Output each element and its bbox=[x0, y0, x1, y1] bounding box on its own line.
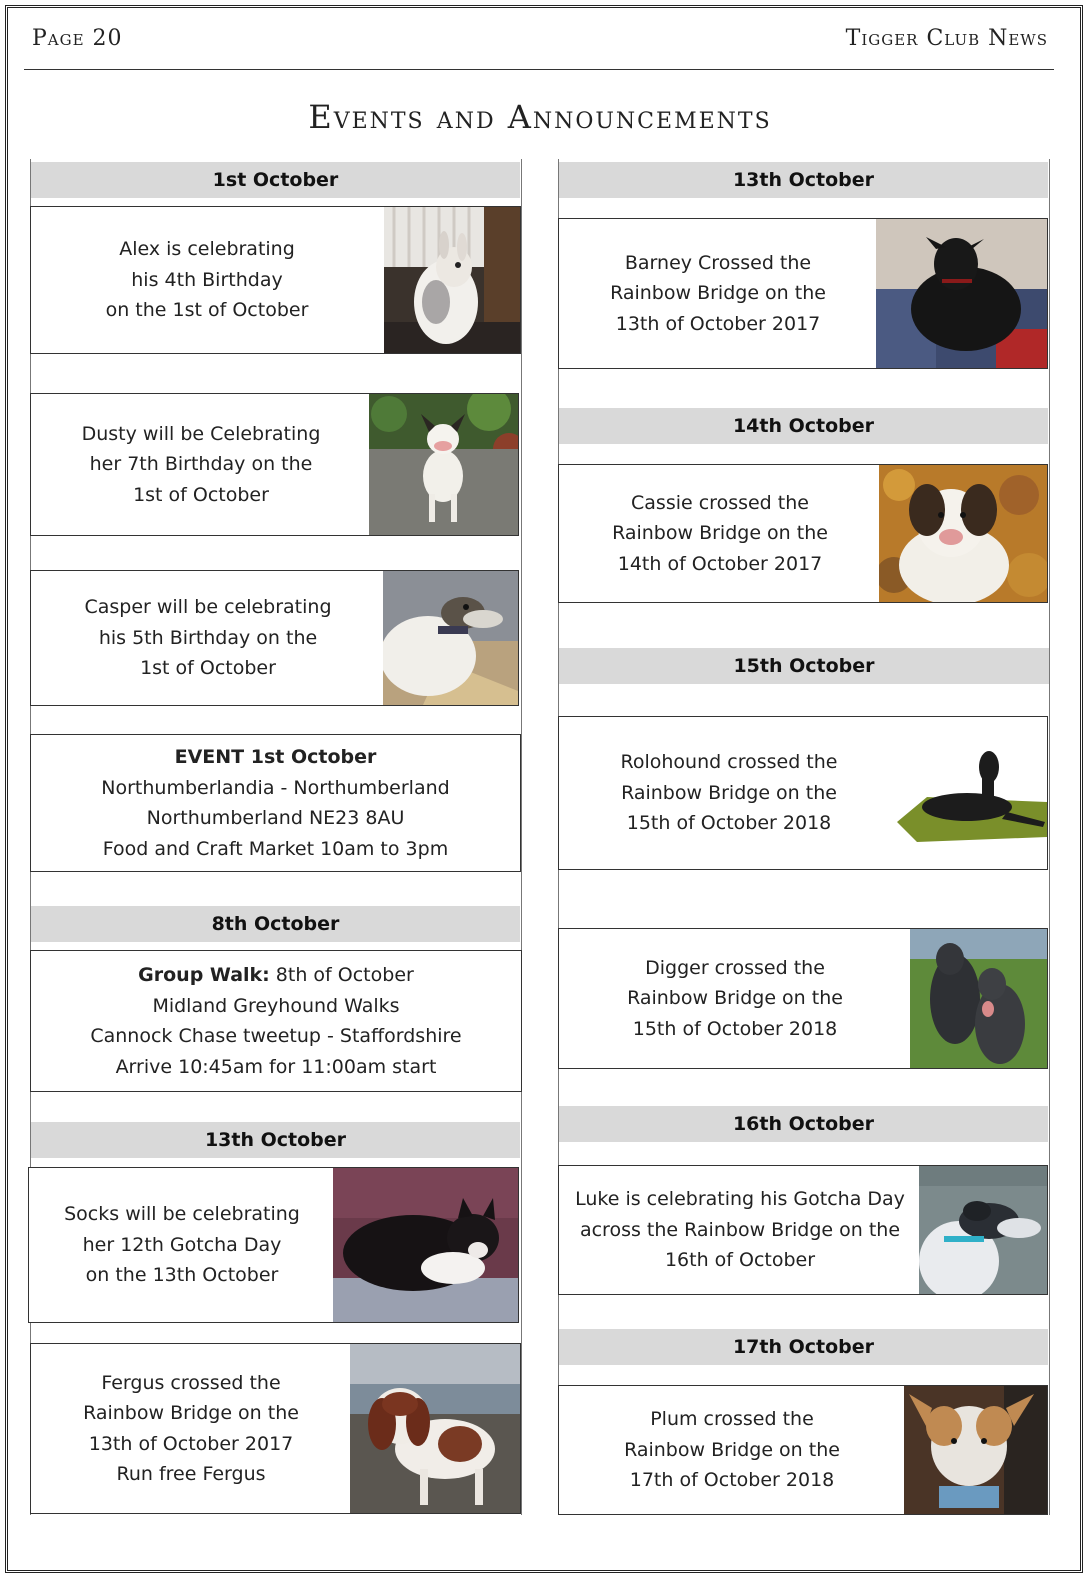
announcement-card-barney bbox=[558, 218, 1048, 369]
announcement-card-plum bbox=[558, 1385, 1048, 1515]
header-rule bbox=[24, 69, 1054, 70]
announcement-text: Cassie crossed the Rainbow Bridge on the 14th of October 2017 bbox=[612, 491, 828, 575]
announcement-text: Dusty will be Celebrating her 7th Birthday on the 1st of October bbox=[81, 422, 321, 506]
announcement-text: Luke is celebrating his Gotcha Day across the Rainbow Bridge on the 16th of October bbox=[575, 1188, 905, 1272]
cat-photo bbox=[333, 1168, 518, 1322]
two-greyhounds-photo bbox=[910, 929, 1047, 1068]
announcement-text: Socks will be celebrating her 12th Gotcha Day on the 13th October bbox=[64, 1203, 300, 1287]
date-band: 15th October bbox=[559, 648, 1049, 684]
announcement-card-socks bbox=[28, 1167, 519, 1323]
announcement-text: Casper will be celebrating his 5th Birthday on the 1st of October bbox=[84, 596, 332, 680]
date-band: 13th October bbox=[559, 162, 1048, 198]
announcement-text: Barney Crossed the Rainbow Bridge on the 13th of October 2017 bbox=[610, 251, 826, 335]
announcement-card-cassie bbox=[558, 464, 1048, 603]
event-text: Group Walk: 8th of October Midland Greyhound Walks Cannock Chase tweetup - Staffordshire Arrive 10:45am for 11:00am start bbox=[90, 964, 462, 1078]
publication-title: Tigger Club News bbox=[845, 26, 1048, 51]
collie-photo bbox=[879, 465, 1047, 602]
announcement-text: Digger crossed the Rainbow Bridge on the 15th of October 2018 bbox=[627, 956, 843, 1040]
event-text: EVENT 1st October Northumberlandia - Northumberland Northumberland NE23 8AU Food and Craft Market 10am to 3pm bbox=[101, 746, 450, 860]
greyhound-by-sea-photo bbox=[919, 1166, 1047, 1294]
spaniel-photo bbox=[350, 1344, 520, 1513]
announcement-card-casper bbox=[30, 570, 519, 706]
date-band: 17th October bbox=[559, 1329, 1048, 1365]
dog-photo bbox=[369, 394, 518, 535]
section-heading: Events and Announcements bbox=[308, 98, 772, 136]
page-number: Page 20 bbox=[32, 26, 123, 51]
announcement-card-dusty bbox=[30, 393, 519, 536]
announcement-card-digger bbox=[558, 928, 1048, 1069]
date-band: 8th October bbox=[31, 906, 520, 942]
announcement-card-fergus bbox=[30, 1343, 521, 1514]
announcement-card-luke bbox=[558, 1165, 1048, 1295]
lurcher-photo bbox=[904, 1386, 1047, 1514]
announcement-text: Rolohound crossed the Rainbow Bridge on the 15th of October 2018 bbox=[620, 751, 838, 835]
event-card-northumberlandia bbox=[30, 734, 521, 872]
date-band: 13th October bbox=[31, 1122, 520, 1158]
rabbit-photo bbox=[384, 207, 520, 353]
announcement-card-alex bbox=[30, 206, 521, 354]
date-band: 14th October bbox=[559, 408, 1048, 444]
announcement-text: Plum crossed the Rainbow Bridge on the 17th of October 2018 bbox=[624, 1408, 840, 1492]
black-greyhound-photo bbox=[876, 219, 1047, 368]
greyhound-photo bbox=[383, 571, 518, 705]
date-band: 1st October bbox=[31, 162, 520, 198]
announcement-text: Alex is celebrating his 4th Birthday on the 1st of October bbox=[105, 238, 309, 322]
announcement-text: Fergus crossed the Rainbow Bridge on the 13th of October 2017 Run free Fergus bbox=[83, 1371, 299, 1485]
date-band: 16th October bbox=[559, 1106, 1048, 1142]
black-greyhound-on-mat-photo bbox=[897, 737, 1047, 849]
event-card-group-walk bbox=[30, 950, 522, 1092]
announcement-card-rolohound bbox=[558, 716, 1048, 870]
